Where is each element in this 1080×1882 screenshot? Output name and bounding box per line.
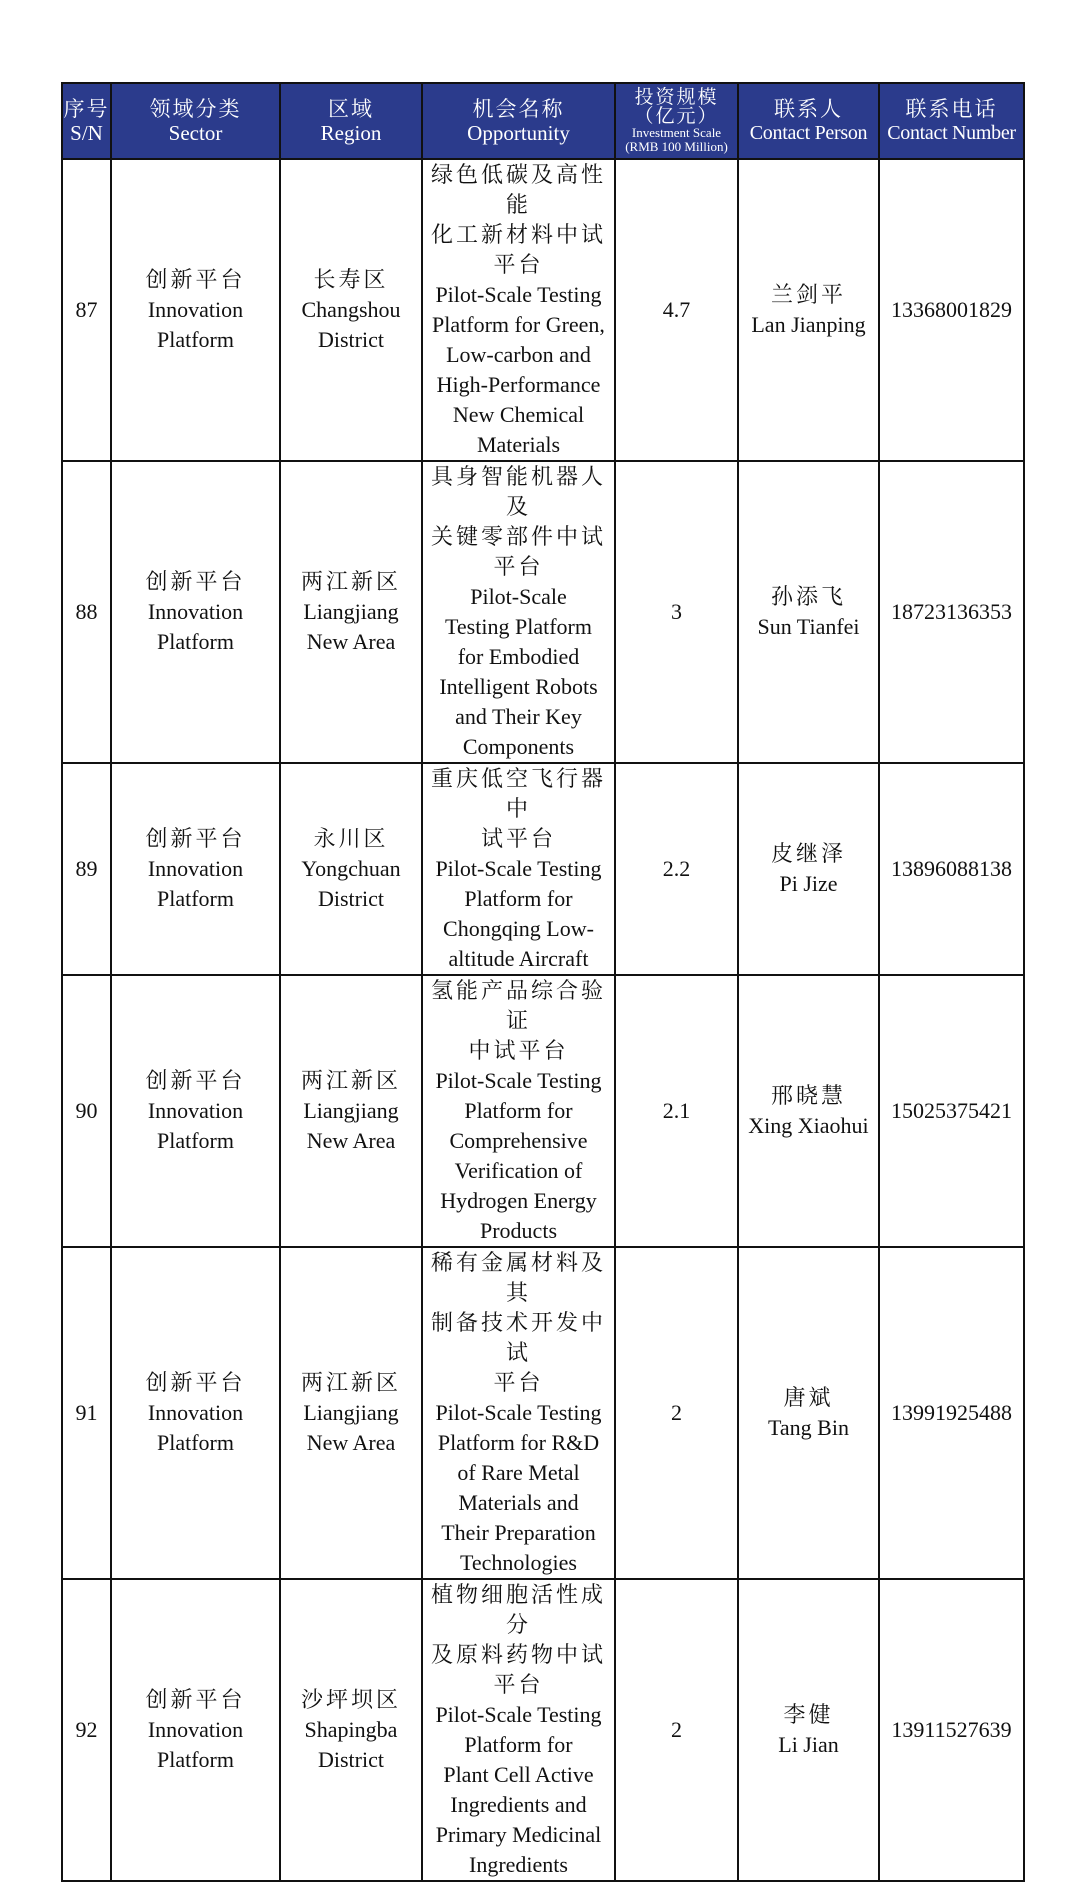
opportunity-zh-line: 稀有金属材料及其: [430, 1250, 606, 1305]
opportunity-cell: [422, 763, 615, 975]
contact-person-en: Lan Jianping: [751, 312, 866, 337]
header-opportunity-en: Opportunity: [467, 121, 570, 145]
sn-cell: 91: [62, 1247, 111, 1579]
opportunity-en-line: Intelligent Robots: [439, 674, 598, 699]
sn-cell: 89: [62, 763, 111, 975]
opportunity-en-line: Platform for: [464, 1098, 573, 1123]
sector-zh: 创新平台: [145, 826, 246, 851]
region-zh: 沙坪坝区: [300, 1687, 401, 1712]
region-en: Shapingba: [304, 1717, 398, 1742]
opportunity-table: [61, 82, 1025, 1882]
table-row: [62, 975, 1024, 1247]
header-investment: [615, 83, 738, 159]
contact-person-cell: [738, 159, 879, 461]
region-en: Liangjiang: [303, 599, 399, 624]
opportunity-en-line: High-Performance: [436, 372, 601, 397]
header-investment-zh: 投资规模: [634, 87, 719, 108]
header-sector-zh: 领域分类: [149, 97, 242, 121]
region-cell: [280, 763, 422, 975]
contact-person-cell: [738, 1579, 879, 1881]
opportunity-en-line: for Embodied: [457, 644, 580, 669]
region-zh: 永川区: [313, 826, 389, 851]
opportunity-en-line: Pilot-Scale Testing: [435, 856, 602, 881]
header-sector-en: Sector: [168, 121, 223, 145]
header-contact-person: [738, 83, 879, 159]
contact-person-en: Li Jian: [778, 1732, 839, 1757]
region-cell: [280, 461, 422, 763]
region-en: Yongchuan: [301, 856, 401, 881]
opportunity-zh-line: 氢能产品综合验证: [430, 978, 606, 1033]
investment-cell: 2.1: [615, 975, 738, 1247]
opportunity-en-line: Plant Cell Active: [443, 1762, 594, 1787]
contact-number-cell: 13991925488: [879, 1247, 1024, 1579]
sector-zh: 创新平台: [145, 569, 246, 594]
opportunity-en-line: Pilot-Scale Testing: [435, 1702, 602, 1727]
opportunity-en-line: Ingredients and: [450, 1792, 587, 1817]
header-investment-en-unit: (RMB 100 Million): [625, 139, 728, 154]
opportunity-en-line: Chongqing Low-: [443, 916, 594, 941]
opportunity-cell: [422, 1247, 615, 1579]
region-zh: 两江新区: [300, 1370, 401, 1395]
opportunity-zh-line: 平台: [493, 1370, 544, 1395]
header-contact-number-zh: 联系电话: [905, 97, 998, 121]
region-en: Changshou: [301, 297, 401, 322]
contact-person-en: Pi Jize: [779, 871, 838, 896]
contact-person-cell: [738, 763, 879, 975]
investment-cell: 2: [615, 1579, 738, 1881]
opportunity-en-line: Pilot-Scale Testing: [435, 282, 602, 307]
contact-number-cell: 13911527639: [879, 1579, 1024, 1881]
sector-en: Innovation: [147, 297, 244, 322]
region-en: New Area: [306, 1128, 396, 1153]
contact-person-cell: [738, 1247, 879, 1579]
region-zh: 两江新区: [300, 569, 401, 594]
opportunity-en-line: Platform for Green,: [432, 312, 605, 337]
sector-en: Platform: [157, 1430, 234, 1455]
opportunity-en-line: Low-carbon and: [446, 342, 591, 367]
sector-en: Innovation: [147, 599, 244, 624]
header-sn: [62, 83, 111, 159]
opportunity-en-line: Platform for R&D: [437, 1430, 600, 1455]
region-zh: 长寿区: [313, 267, 389, 292]
opportunity-en-line: Comprehensive: [449, 1128, 588, 1153]
sector-cell: [111, 763, 280, 975]
sn-cell: 88: [62, 461, 111, 763]
opportunity-en-line: Primary Medicinal: [435, 1822, 602, 1847]
opportunity-cell: [422, 975, 615, 1247]
opportunity-en-line: Their Preparation: [441, 1520, 596, 1545]
sector-zh: 创新平台: [145, 1370, 246, 1395]
sector-en: Platform: [157, 629, 234, 654]
region-en: District: [318, 327, 384, 352]
region-cell: [280, 159, 422, 461]
sector-en: Innovation: [147, 856, 244, 881]
opportunity-cell: [422, 159, 615, 461]
opportunity-zh-line: 试平台: [480, 826, 556, 851]
sector-en: Platform: [157, 886, 234, 911]
opportunity-cell: [422, 1579, 615, 1881]
table-row: [62, 1247, 1024, 1579]
opportunity-en-line: altitude Aircraft: [448, 946, 589, 971]
opportunity-en-line: Ingredients: [469, 1852, 568, 1877]
region-cell: [280, 975, 422, 1247]
opportunity-en-line: Technologies: [460, 1550, 577, 1575]
region-en: District: [318, 1747, 384, 1772]
region-cell: [280, 1579, 422, 1881]
sector-zh: 创新平台: [145, 1687, 246, 1712]
opportunity-zh-line: 重庆低空飞行器中: [430, 766, 606, 821]
header-region-en: Region: [320, 121, 382, 145]
header-investment-unit: （亿元）: [634, 106, 719, 127]
region-en: New Area: [306, 1430, 396, 1455]
region-en: New Area: [306, 629, 396, 654]
opportunity-en-line: Platform for: [464, 1732, 573, 1757]
contact-number-cell: 18723136353: [879, 461, 1024, 763]
opportunity-zh-line: 绿色低碳及高性能: [430, 162, 606, 217]
header-region-zh: 区域: [328, 97, 374, 121]
investment-cell: 2: [615, 1247, 738, 1579]
sector-en: Innovation: [147, 1098, 244, 1123]
opportunity-zh-line: 及原料药物中试: [430, 1642, 606, 1667]
opportunity-en-line: New Chemical: [452, 402, 585, 427]
investment-cell: 3: [615, 461, 738, 763]
opportunity-cell: [422, 461, 615, 763]
table-row: [62, 763, 1024, 975]
opportunity-en-line: Materials and: [458, 1490, 579, 1515]
header-sn-zh: 序号: [63, 97, 110, 121]
contact-number-cell: 13896088138: [879, 763, 1024, 975]
sector-en: Innovation: [147, 1717, 244, 1742]
contact-person-en: Xing Xiaohui: [748, 1113, 869, 1138]
region-cell: [280, 1247, 422, 1579]
contact-person-zh: 孙添飞: [770, 584, 846, 609]
sector-en: Platform: [157, 327, 234, 352]
table-body: [62, 159, 1024, 1881]
contact-person-zh: 唐斌: [783, 1385, 834, 1410]
table-row: [62, 1579, 1024, 1881]
region-en: Liangjiang: [303, 1400, 399, 1425]
sector-cell: [111, 159, 280, 461]
sector-zh: 创新平台: [145, 267, 246, 292]
header-contact-person-zh: 联系人: [774, 97, 843, 121]
contact-person-cell: [738, 975, 879, 1247]
sn-cell: 87: [62, 159, 111, 461]
contact-person-cell: [738, 461, 879, 763]
contact-person-zh: 皮继泽: [770, 841, 846, 866]
sector-en: Platform: [157, 1747, 234, 1772]
contact-person-zh: 李健: [783, 1702, 834, 1727]
investment-cell: 2.2: [615, 763, 738, 975]
contact-number-cell: 13368001829: [879, 159, 1024, 461]
opportunity-zh-line: 平台: [493, 252, 544, 277]
region-zh: 两江新区: [300, 1068, 401, 1093]
opportunity-zh-line: 关键零部件中试: [430, 524, 606, 549]
opportunity-zh-line: 制备技术开发中试: [430, 1310, 606, 1365]
opportunity-zh-line: 中试平台: [468, 1038, 569, 1063]
opportunity-zh-line: 植物细胞活性成分: [430, 1582, 606, 1637]
opportunity-en-line: Components: [462, 734, 575, 759]
contact-number-cell: 15025375421: [879, 975, 1024, 1247]
region-en: District: [318, 886, 384, 911]
header-region: [280, 83, 422, 159]
sn-cell: 90: [62, 975, 111, 1247]
sector-en: Innovation: [147, 1400, 244, 1425]
sector-cell: [111, 1579, 280, 1881]
opportunity-zh-line: 具身智能机器人及: [430, 464, 606, 519]
opportunity-zh-line: 化工新材料中试: [430, 222, 606, 247]
opportunity-zh-line: 平台: [493, 554, 544, 579]
contact-person-zh: 兰剑平: [770, 282, 846, 307]
sector-en: Platform: [157, 1128, 234, 1153]
opportunity-en-line: Pilot-Scale Testing: [435, 1068, 602, 1093]
sector-cell: [111, 1247, 280, 1579]
contact-person-en: Tang Bin: [768, 1415, 849, 1440]
opportunity-en-line: of Rare Metal: [457, 1460, 580, 1485]
header-sector: [111, 83, 280, 159]
opportunity-en-line: Platform for: [464, 886, 573, 911]
opportunity-en-line: Hydrogen Energy: [440, 1188, 597, 1213]
table-row: [62, 461, 1024, 763]
opportunity-zh-line: 平台: [493, 1672, 544, 1697]
opportunity-en-line: Products: [480, 1218, 557, 1243]
header-investment-en: Investment Scale: [631, 125, 722, 140]
header-opportunity-zh: 机会名称: [472, 97, 565, 121]
sector-cell: [111, 975, 280, 1247]
table-row: [62, 159, 1024, 461]
sn-cell: 92: [62, 1579, 111, 1881]
opportunity-en-line: Pilot-Scale Testing: [435, 1400, 602, 1425]
investment-cell: 4.7: [615, 159, 738, 461]
header-contact-person-en: Contact Person: [749, 122, 868, 144]
sector-zh: 创新平台: [145, 1068, 246, 1093]
header-contact-number-en: Contact Number: [887, 122, 1016, 144]
opportunity-en-line: Verification of: [454, 1158, 583, 1183]
contact-person-zh: 邢晓慧: [770, 1083, 846, 1108]
opportunity-en-line: Materials: [476, 432, 561, 457]
contact-person-en: Sun Tianfei: [757, 614, 860, 639]
opportunity-en-line: Pilot-Scale: [470, 584, 567, 609]
region-en: Liangjiang: [303, 1098, 399, 1123]
header-contact-number: [879, 83, 1024, 159]
header-sn-en: S/N: [70, 121, 103, 145]
opportunity-en-line: Testing Platform: [445, 614, 592, 639]
opportunity-en-line: and Their Key: [455, 704, 582, 729]
header-opportunity: [422, 83, 615, 159]
sector-cell: [111, 461, 280, 763]
table-header-row: [62, 83, 1024, 159]
